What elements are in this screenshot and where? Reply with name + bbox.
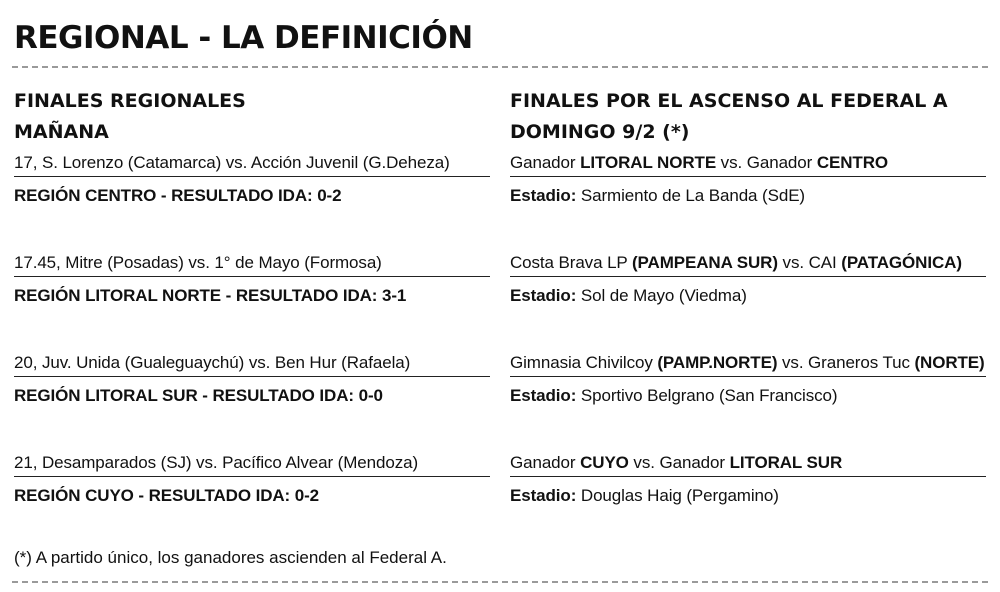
match-detail: REGIÓN LITORAL NORTE - RESULTADO IDA: 3-1 xyxy=(14,286,407,305)
stadium-label: Estadio: xyxy=(510,286,577,305)
promotion-match-1 xyxy=(510,152,986,207)
promotion-match-2 xyxy=(510,252,986,307)
match-fixture: 21, Desamparados (SJ) vs. Pacífico Alvear (Mendoza) xyxy=(14,452,490,477)
regional-finals-column xyxy=(14,86,492,148)
regional-finals-heading-line2: MAÑANA xyxy=(14,121,109,143)
match-fixture xyxy=(510,452,986,477)
page-title: REGIONAL - LA DEFINICIÓN xyxy=(14,20,473,56)
match-fixture: 17.45, Mitre (Posadas) vs. 1° de Mayo (Formosa) xyxy=(14,252,490,277)
promotion-finals-column xyxy=(510,86,988,148)
regional-match-1 xyxy=(14,152,490,207)
stadium-name: Sol de Mayo (Viedma) xyxy=(580,286,747,305)
match-fixture: 20, Juv. Unida (Gualeguaychú) vs. Ben Hur (Rafaela) xyxy=(14,352,490,377)
match-stadium xyxy=(510,485,986,507)
regional-finals-heading xyxy=(14,86,492,148)
match-stadium xyxy=(510,285,986,307)
stadium-label: Estadio: xyxy=(510,386,577,405)
match-stadium xyxy=(510,185,986,207)
promotion-match-3 xyxy=(510,352,986,407)
team-a: Ganador xyxy=(510,453,581,472)
regional-match-3 xyxy=(14,352,490,407)
match-detail: REGIÓN LITORAL SUR - RESULTADO IDA: 0-0 xyxy=(14,386,383,405)
team-b: vs. CAI xyxy=(777,253,842,272)
regional-match-4 xyxy=(14,452,490,507)
team-a-region: CUYO xyxy=(580,453,629,472)
team-b-region: CENTRO xyxy=(816,153,888,172)
team-a-region: (PAMPEANA SUR) xyxy=(631,253,778,272)
stadium-name: Sportivo Belgrano (San Francisco) xyxy=(580,386,838,405)
match-detail: REGIÓN CUYO - RESULTADO IDA: 0-2 xyxy=(14,486,320,505)
top-divider xyxy=(12,66,988,68)
promotion-finals-heading-line1: FINALES POR EL ASCENSO AL FEDERAL A xyxy=(510,90,948,112)
stadium-name: Sarmiento de La Banda (SdE) xyxy=(580,186,805,205)
match-fixture xyxy=(510,152,986,177)
stadium-label: Estadio: xyxy=(510,186,577,205)
promotion-finals-heading-line2: DOMINGO 9/2 (*) xyxy=(510,121,690,143)
team-a-region: (PAMP.NORTE) xyxy=(657,353,778,372)
regional-finals-heading-line1: FINALES REGIONALES xyxy=(14,90,246,112)
footnote: (*) A partido único, los ganadores ascienden al Federal A. xyxy=(14,548,447,567)
match-stadium xyxy=(510,385,986,407)
match-fixture: 17, S. Lorenzo (Catamarca) vs. Acción Juvenil (G.Deheza) xyxy=(14,152,490,177)
team-a: Gimnasia Chivilcoy xyxy=(510,353,658,372)
team-a: Ganador xyxy=(510,153,581,172)
team-a: Costa Brava LP xyxy=(510,253,632,272)
promotion-finals-heading xyxy=(510,86,988,148)
regional-match-2 xyxy=(14,252,490,307)
bottom-divider xyxy=(12,581,988,583)
team-a-region: LITORAL NORTE xyxy=(580,153,717,172)
team-b: vs. Graneros Tuc xyxy=(777,353,915,372)
team-b-region: (PATAGÓNICA) xyxy=(841,253,962,272)
team-b: vs. Ganador xyxy=(716,153,817,172)
team-b: vs. Ganador xyxy=(628,453,730,472)
team-b-region: (NORTE) xyxy=(914,353,985,372)
promotion-match-4 xyxy=(510,452,986,507)
team-b-region: LITORAL SUR xyxy=(729,453,843,472)
stadium-label: Estadio: xyxy=(510,486,577,505)
match-fixture xyxy=(510,352,986,377)
match-detail: REGIÓN CENTRO - RESULTADO IDA: 0-2 xyxy=(14,186,342,205)
stadium-name: Douglas Haig (Pergamino) xyxy=(580,486,779,505)
match-fixture xyxy=(510,252,986,277)
